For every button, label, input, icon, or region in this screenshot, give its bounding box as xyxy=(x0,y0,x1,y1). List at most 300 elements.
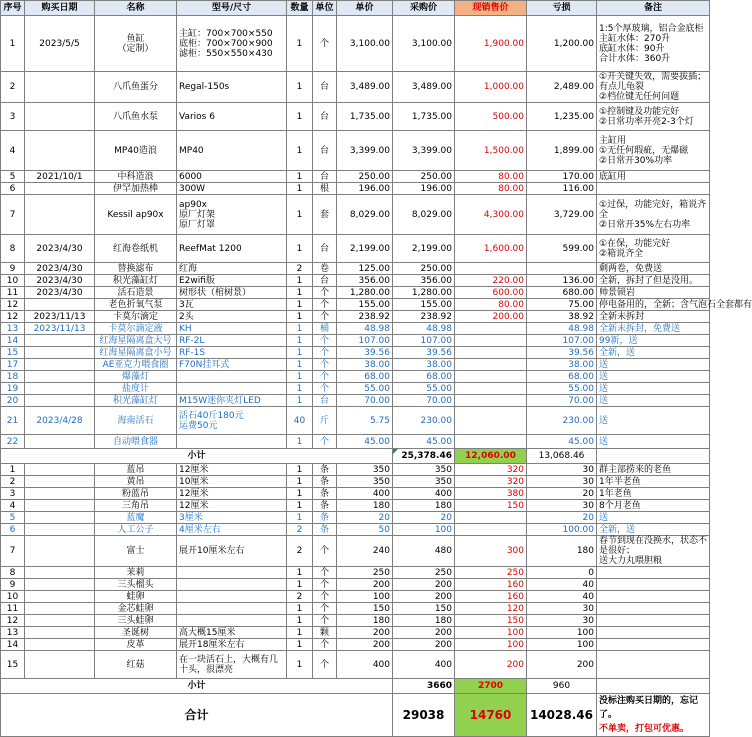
loss-amount: 30 xyxy=(527,615,597,627)
item-unit: 台 xyxy=(313,131,337,171)
item-quantity: 1 xyxy=(287,323,313,335)
item-unit: 个 xyxy=(313,347,337,359)
item-name: 皮革 xyxy=(95,639,177,651)
total-loss: 14028.46 xyxy=(527,694,597,737)
loss-amount: 70.00 xyxy=(527,395,597,407)
unit-price: 200 xyxy=(337,639,393,651)
item-unit: 个 xyxy=(313,591,337,603)
purchase-price: 400 xyxy=(393,651,455,679)
row-number: 1 xyxy=(1,16,25,72)
row-number: 6 xyxy=(1,183,25,195)
row-number: 8 xyxy=(1,235,25,263)
item-model: 高大概15厘米 xyxy=(177,627,287,639)
sale-price: 80.00 xyxy=(455,183,527,195)
table-row xyxy=(1,72,710,103)
item-quantity: 40 xyxy=(287,407,313,435)
item-unit: 个 xyxy=(313,287,337,299)
sale-price xyxy=(455,371,527,383)
row-number: 11 xyxy=(1,603,25,615)
item-unit: 条 xyxy=(313,464,337,476)
item-model: 3瓦 xyxy=(177,299,287,311)
purchase-price: 155.00 xyxy=(393,299,455,311)
table-row xyxy=(1,500,710,512)
subtotal-row-livestock xyxy=(1,679,710,694)
loss-amount: 55.00 xyxy=(527,383,597,395)
table-row xyxy=(1,287,710,299)
item-unit: 台 xyxy=(313,275,337,287)
item-unit: 个 xyxy=(313,311,337,323)
item-unit: 个 xyxy=(313,335,337,347)
table-row xyxy=(1,524,710,536)
sale-price: 220.00 xyxy=(455,275,527,287)
item-model: RF-2L xyxy=(177,335,287,347)
grand-total-row xyxy=(1,694,710,737)
purchase-price: 200 xyxy=(393,639,455,651)
table-row xyxy=(1,171,710,183)
loss-amount: 30 xyxy=(527,500,597,512)
table-row xyxy=(1,476,710,488)
purchase-date xyxy=(25,371,95,383)
loss-amount: 170.00 xyxy=(527,171,597,183)
purchase-price: 20 xyxy=(393,512,455,524)
sale-price xyxy=(455,335,527,347)
item-quantity: 1 xyxy=(287,488,313,500)
item-unit: 台 xyxy=(313,171,337,183)
remark: ①开关键失效，需要拔插；有点儿龟裂 ②档位键无任何问题 xyxy=(597,72,710,103)
column-header: 备注 xyxy=(597,1,710,16)
item-unit: 台 xyxy=(313,395,337,407)
remark xyxy=(597,183,710,195)
item-name: 圣诞树 xyxy=(95,627,177,639)
item-name: 蓝吊 xyxy=(95,464,177,476)
item-model: 2头 xyxy=(177,311,287,323)
loss-amount xyxy=(527,263,597,275)
item-model: Regal-150s xyxy=(177,72,287,103)
table-row xyxy=(1,335,710,347)
sale-price: 380 xyxy=(455,488,527,500)
item-name: 富士 xyxy=(95,536,177,567)
unit-price: 150 xyxy=(337,603,393,615)
purchase-price: 3,489.00 xyxy=(393,72,455,103)
loss-amount: 1,899.00 xyxy=(527,131,597,171)
purchase-date xyxy=(25,72,95,103)
remark xyxy=(597,591,710,603)
item-quantity: 1 xyxy=(287,464,313,476)
item-model xyxy=(177,435,287,449)
row-number: 7 xyxy=(1,536,25,567)
purchase-price: 70.00 xyxy=(393,395,455,407)
purchase-price: 350 xyxy=(393,464,455,476)
remark: 送 xyxy=(597,371,710,383)
purchase-price: 250.00 xyxy=(393,171,455,183)
sale-price: 200.00 xyxy=(455,311,527,323)
subtotal-cost: 3660 xyxy=(393,679,455,694)
remark: 主缸用 ①无任何瑕疵，无爆磁 ②日常开30%功率 xyxy=(597,131,710,171)
remark: 99新，送 xyxy=(597,335,710,347)
item-model: 在一块活石上，大概有几 十头，很漂亮 xyxy=(177,651,287,679)
purchase-date xyxy=(25,131,95,171)
table-row xyxy=(1,536,710,567)
remark: 春节到现在没换水，状态不是很好； 送大力丸喂胆粮 xyxy=(597,536,710,567)
unit-price: 350 xyxy=(337,476,393,488)
column-header: 型号/尺寸 xyxy=(177,1,287,16)
column-header: 单价 xyxy=(337,1,393,16)
purchase-price: 400 xyxy=(393,488,455,500)
remark: ①过保，功能完好，箱说齐全 ②日常开35%左右功率 xyxy=(597,195,710,235)
total-note xyxy=(597,694,710,737)
total-sale: 14760 xyxy=(455,694,527,737)
item-quantity: 1 xyxy=(287,615,313,627)
unit-price: 3,399.00 xyxy=(337,131,393,171)
purchase-price: 356.00 xyxy=(393,275,455,287)
item-name: 红海星隔离盒小号 xyxy=(95,347,177,359)
loss-amount: 100 xyxy=(527,627,597,639)
item-unit: 套 xyxy=(313,195,337,235)
table-row xyxy=(1,407,710,435)
sale-price: 500.00 xyxy=(455,103,527,131)
row-number: 2 xyxy=(1,476,25,488)
item-model xyxy=(177,603,287,615)
unit-price: 70.00 xyxy=(337,395,393,407)
table-row xyxy=(1,615,710,627)
remark xyxy=(597,579,710,591)
item-name: 鱼缸 （定制） xyxy=(95,16,177,72)
purchase-price: 2,199.00 xyxy=(393,235,455,263)
purchase-date xyxy=(25,488,95,500)
item-unit: 个 xyxy=(313,16,337,72)
purchase-date: 2023/11/13 xyxy=(25,311,95,323)
loss-amount: 30 xyxy=(527,464,597,476)
remark: 送 xyxy=(597,512,710,524)
item-model: 12厘米 xyxy=(177,488,287,500)
remark: 1年半老鱼 xyxy=(597,476,710,488)
row-number: 5 xyxy=(1,171,25,183)
item-quantity: 1 xyxy=(287,311,313,323)
table-row xyxy=(1,195,710,235)
item-quantity: 1 xyxy=(287,275,313,287)
row-number: 15 xyxy=(1,651,25,679)
purchase-date xyxy=(25,536,95,567)
remark: ①在保，功能完好 ②箱说齐全 xyxy=(597,235,710,263)
purchase-date xyxy=(25,103,95,131)
item-model: M15W迷你夹灯LED xyxy=(177,395,287,407)
item-unit: 根 xyxy=(313,183,337,195)
unit-price: 68.00 xyxy=(337,371,393,383)
remark: 剩两卷，免费送 xyxy=(597,263,710,275)
row-number: 15 xyxy=(1,347,25,359)
item-model: E2wifi版 xyxy=(177,275,287,287)
purchase-date xyxy=(25,464,95,476)
sale-price: 300 xyxy=(455,536,527,567)
purchase-date: 2023/4/28 xyxy=(25,407,95,435)
item-unit: 个 xyxy=(313,371,337,383)
item-quantity: 2 xyxy=(287,536,313,567)
loss-amount: 48.98 xyxy=(527,323,597,335)
purchase-price: 196.00 xyxy=(393,183,455,195)
item-model: 展开10厘米左右 xyxy=(177,536,287,567)
purchase-date: 2023/4/30 xyxy=(25,235,95,263)
item-name: 蓝魔 xyxy=(95,512,177,524)
remark xyxy=(597,651,710,679)
item-quantity: 1 xyxy=(287,603,313,615)
unit-price: 55.00 xyxy=(337,383,393,395)
remark: 送 xyxy=(597,395,710,407)
table-row xyxy=(1,311,710,323)
table-row xyxy=(1,323,710,335)
item-unit: 台 xyxy=(313,235,337,263)
item-name: 三头蛙卵 xyxy=(95,615,177,627)
item-quantity: 1 xyxy=(287,171,313,183)
subtotal-sale: 12,060.00 xyxy=(455,449,527,464)
item-unit: 条 xyxy=(313,500,337,512)
purchase-price: 39.56 xyxy=(393,347,455,359)
item-quantity: 1 xyxy=(287,195,313,235)
sale-price: 100 xyxy=(455,639,527,651)
purchase-price: 3,399.00 xyxy=(393,131,455,171)
row-number: 13 xyxy=(1,627,25,639)
loss-amount: 116.00 xyxy=(527,183,597,195)
purchase-date xyxy=(25,579,95,591)
sale-price: 150 xyxy=(455,500,527,512)
item-name: 粉蓝吊 xyxy=(95,488,177,500)
purchase-price: 180 xyxy=(393,500,455,512)
item-quantity: 1 xyxy=(287,183,313,195)
loss-amount: 20 xyxy=(527,512,597,524)
item-unit: 个 xyxy=(313,615,337,627)
sale-price xyxy=(455,512,527,524)
remark: 送 xyxy=(597,383,710,395)
item-name: 红菇 xyxy=(95,651,177,679)
unit-price: 400 xyxy=(337,651,393,679)
sale-price: 250 xyxy=(455,567,527,579)
row-number: 7 xyxy=(1,195,25,235)
item-name: 八爪鱼蛋分 xyxy=(95,72,177,103)
table-row xyxy=(1,567,710,579)
item-unit: 个 xyxy=(313,383,337,395)
purchase-price: 1,735.00 xyxy=(393,103,455,131)
item-unit: 条 xyxy=(313,524,337,536)
item-model: 6000 xyxy=(177,171,287,183)
row-number: 22 xyxy=(1,435,25,449)
remark: 送 xyxy=(597,407,710,435)
loss-amount: 68.00 xyxy=(527,371,597,383)
unit-price: 48.98 xyxy=(337,323,393,335)
table-row xyxy=(1,131,710,171)
row-number: 9 xyxy=(1,263,25,275)
unit-price: 39.56 xyxy=(337,347,393,359)
item-quantity: 1 xyxy=(287,287,313,299)
item-quantity: 1 xyxy=(287,651,313,679)
loss-amount: 230.00 xyxy=(527,407,597,435)
item-name: 爆藻灯 xyxy=(95,371,177,383)
purchase-date xyxy=(25,591,95,603)
loss-amount: 30 xyxy=(527,603,597,615)
loss-amount: 40 xyxy=(527,591,597,603)
header-row xyxy=(1,1,710,16)
item-name: 盐度计 xyxy=(95,383,177,395)
purchase-date xyxy=(25,395,95,407)
purchase-price: 200 xyxy=(393,591,455,603)
purchase-price: 350 xyxy=(393,476,455,488)
purchase-price: 250 xyxy=(393,567,455,579)
table-row xyxy=(1,591,710,603)
purchase-date xyxy=(25,347,95,359)
purchase-price: 3,100.00 xyxy=(393,16,455,72)
item-quantity: 1 xyxy=(287,359,313,371)
purchase-date xyxy=(25,500,95,512)
item-unit: 个 xyxy=(313,639,337,651)
unit-price: 5.75 xyxy=(337,407,393,435)
item-quantity: 1 xyxy=(287,383,313,395)
purchase-price: 230.00 xyxy=(393,407,455,435)
row-number: 3 xyxy=(1,103,25,131)
item-name: 积光藻缸灯 xyxy=(95,275,177,287)
column-header: 购买日期 xyxy=(25,1,95,16)
unit-price: 1,280.00 xyxy=(337,287,393,299)
item-name: 蛙卵 xyxy=(95,591,177,603)
purchase-price: 55.00 xyxy=(393,383,455,395)
item-name: 卡莫尔滴定 xyxy=(95,311,177,323)
row-number: 12 xyxy=(1,311,25,323)
item-name: 金芯蛙卵 xyxy=(95,603,177,615)
item-name: 自动喂食器 xyxy=(95,435,177,449)
item-model: Varios 6 xyxy=(177,103,287,131)
purchase-date xyxy=(25,359,95,371)
item-quantity: 2 xyxy=(287,263,313,275)
loss-amount: 20 xyxy=(527,488,597,500)
row-number: 9 xyxy=(1,579,25,591)
sale-price: 320 xyxy=(455,464,527,476)
row-number: 19 xyxy=(1,383,25,395)
remark xyxy=(597,615,710,627)
item-quantity: 1 xyxy=(287,103,313,131)
loss-amount: 30 xyxy=(527,476,597,488)
loss-amount: 38.00 xyxy=(527,359,597,371)
loss-amount: 40 xyxy=(527,579,597,591)
loss-amount: 680.00 xyxy=(527,287,597,299)
item-unit: 个 xyxy=(313,299,337,311)
unit-price: 180 xyxy=(337,615,393,627)
purchase-date: 2023/5/5 xyxy=(25,16,95,72)
sale-price xyxy=(455,395,527,407)
item-model: 红海 xyxy=(177,263,287,275)
row-number: 12 xyxy=(1,299,25,311)
item-model: MP40 xyxy=(177,131,287,171)
purchase-date: 2021/10/1 xyxy=(25,171,95,183)
item-model: 树形状（棺树景） xyxy=(177,287,287,299)
purchase-date xyxy=(25,603,95,615)
item-quantity: 1 xyxy=(287,335,313,347)
row-number: 10 xyxy=(1,275,25,287)
item-name: Kessil ap90x xyxy=(95,195,177,235)
item-quantity: 2 xyxy=(287,524,313,536)
purchase-date: 2023/4/30 xyxy=(25,275,95,287)
purchase-price: 68.00 xyxy=(393,371,455,383)
sale-price xyxy=(455,263,527,275)
purchase-price: 100 xyxy=(393,524,455,536)
item-name: 三头榴头 xyxy=(95,579,177,591)
item-model: 主缸：700×700×550 底柜：700×700×900 滤柜：550×550×430 xyxy=(177,16,287,72)
item-model xyxy=(177,567,287,579)
item-name: 卡莫尔滴定液 xyxy=(95,323,177,335)
unit-price: 125.00 xyxy=(337,263,393,275)
item-name: 茉莉 xyxy=(95,567,177,579)
row-number: 20 xyxy=(1,395,25,407)
purchase-date xyxy=(25,183,95,195)
table-row xyxy=(1,103,710,131)
row-number: 4 xyxy=(1,131,25,171)
item-unit: 个 xyxy=(313,435,337,449)
remark: 8个月老鱼 xyxy=(597,500,710,512)
purchase-date xyxy=(25,476,95,488)
table-row xyxy=(1,235,710,263)
loss-amount: 39.56 xyxy=(527,347,597,359)
item-model xyxy=(177,591,287,603)
item-model: KH xyxy=(177,323,287,335)
table-row xyxy=(1,579,710,591)
loss-amount: 3,729.00 xyxy=(527,195,597,235)
item-model: 活石40斤180元 运费50元 xyxy=(177,407,287,435)
item-name: 积光藻缸灯 xyxy=(95,395,177,407)
purchase-price: 150 xyxy=(393,603,455,615)
purchase-date: 2023/4/30 xyxy=(25,287,95,299)
row-number: 11 xyxy=(1,287,25,299)
sale-price xyxy=(455,407,527,435)
item-name: 红海星隔离盒大号 xyxy=(95,335,177,347)
purchase-price: 8,029.00 xyxy=(393,195,455,235)
row-number: 17 xyxy=(1,359,25,371)
item-unit: 卷 xyxy=(313,263,337,275)
item-unit: 台 xyxy=(313,103,337,131)
sale-price: 600.00 xyxy=(455,287,527,299)
total-label: 合计 xyxy=(1,694,393,737)
row-number: 8 xyxy=(1,567,25,579)
item-quantity: 1 xyxy=(287,627,313,639)
column-header: 数量 xyxy=(287,1,313,16)
section-livestock xyxy=(1,464,710,679)
sale-price: 1,900.00 xyxy=(455,16,527,72)
item-model: 12厘米 xyxy=(177,464,287,476)
loss-amount: 75.00 xyxy=(527,299,597,311)
item-model xyxy=(177,579,287,591)
column-header: 名称 xyxy=(95,1,177,16)
loss-amount: 1,235.00 xyxy=(527,103,597,131)
subtotal-sale: 2700 xyxy=(455,679,527,694)
item-unit: 个 xyxy=(313,579,337,591)
remark xyxy=(597,603,710,615)
unit-price: 3,489.00 xyxy=(337,72,393,103)
table-row xyxy=(1,371,710,383)
sale-price: 160 xyxy=(455,591,527,603)
table-row xyxy=(1,512,710,524)
item-quantity: 1 xyxy=(287,476,313,488)
table-row xyxy=(1,603,710,615)
item-model xyxy=(177,383,287,395)
item-quantity: 1 xyxy=(287,567,313,579)
unit-price: 38.00 xyxy=(337,359,393,371)
item-unit: 个 xyxy=(313,567,337,579)
column-header: 单位 xyxy=(313,1,337,16)
item-unit: 条 xyxy=(313,512,337,524)
item-unit: 台 xyxy=(313,72,337,103)
purchase-date xyxy=(25,299,95,311)
item-name: 海南活石 xyxy=(95,407,177,435)
table-row xyxy=(1,299,710,311)
table-row xyxy=(1,464,710,476)
item-quantity: 2 xyxy=(287,591,313,603)
purchase-date xyxy=(25,335,95,347)
sale-price xyxy=(455,435,527,449)
